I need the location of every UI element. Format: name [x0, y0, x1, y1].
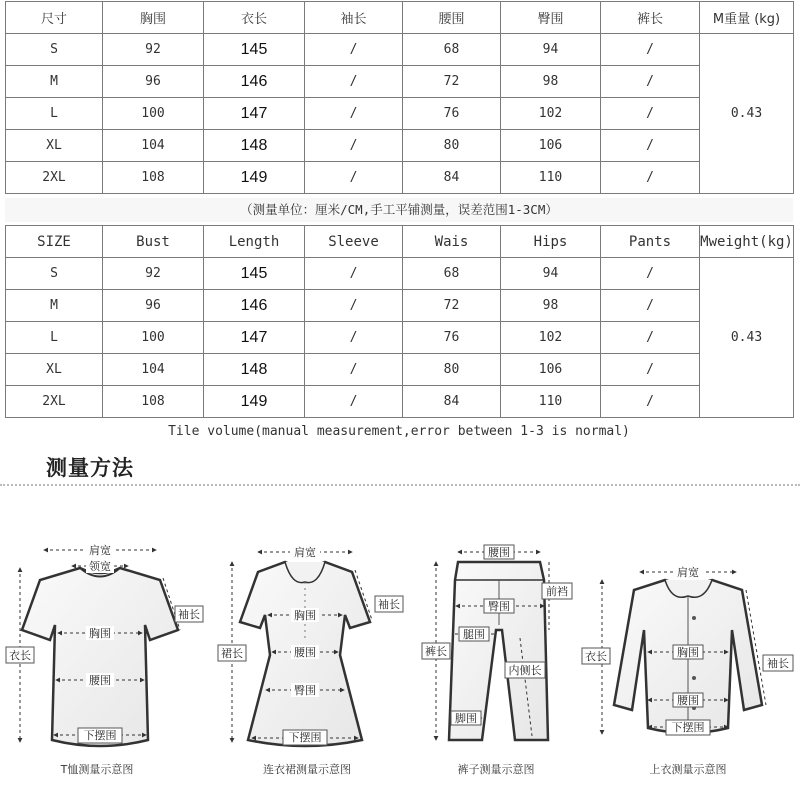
table-cell: / — [601, 322, 700, 354]
table-cell: / — [305, 66, 403, 98]
pants-hips-label: 臀围 — [488, 600, 510, 613]
table-row — [6, 322, 794, 354]
table-cell: 104 — [103, 130, 204, 162]
table-row — [6, 66, 794, 98]
tshirt-length-label: 衣长 — [9, 649, 31, 662]
table-cell: 92 — [103, 258, 204, 290]
dress-hips-label: 臀围 — [294, 684, 316, 697]
measurement-note-english: Tile volume(manual measurement,error between 1-3 is normal) — [168, 424, 630, 439]
table-header-cell: Mweight(kg) — [700, 226, 794, 258]
table-cell: 80 — [403, 354, 501, 386]
jacket-shoulder-label: 肩宽 — [677, 566, 699, 579]
dress-diagram — [218, 545, 403, 776]
table-cell: 149 — [204, 162, 305, 194]
table-cell: 147 — [204, 98, 305, 130]
table-cell: 100 — [103, 98, 204, 130]
table-cell: 96 — [103, 290, 204, 322]
pants-length-label: 裤长 — [425, 645, 447, 658]
dress-hem-label: 下摆围 — [288, 731, 322, 744]
measurement-diagrams — [0, 490, 800, 790]
table-cell: 84 — [403, 386, 501, 418]
table-header-cell: 尺寸 — [6, 2, 103, 34]
table-cell: / — [305, 354, 403, 386]
table-row — [6, 290, 794, 322]
table-cell: / — [601, 258, 700, 290]
table-cell: / — [305, 130, 403, 162]
tshirt-shoulder-label: 肩宽 — [89, 544, 111, 557]
tshirt-collar-label: 领宽 — [89, 560, 111, 573]
table-cell: 106 — [501, 130, 601, 162]
pants-inseam-label: 内侧长 — [508, 664, 542, 677]
table-row — [6, 98, 794, 130]
table-header-row — [6, 226, 794, 258]
table-cell: / — [601, 290, 700, 322]
section-title: 测量方法 — [46, 456, 134, 480]
table-cell: M — [6, 66, 103, 98]
table-row — [6, 386, 794, 418]
table-cell: / — [601, 130, 700, 162]
pants-leg-opening-label: 脚围 — [455, 712, 477, 725]
jacket-waist-label: 腰围 — [677, 694, 699, 707]
table-cell: 146 — [204, 290, 305, 322]
dress-length-label: 裙长 — [221, 647, 243, 660]
table-cell: / — [601, 34, 700, 66]
table-header-cell: Sleeve — [305, 226, 403, 258]
table-cell: 94 — [501, 258, 601, 290]
divider — [0, 484, 800, 486]
weight-cell: 0.43 — [700, 258, 794, 418]
table-cell: / — [601, 386, 700, 418]
table-cell: 106 — [501, 354, 601, 386]
pants-front-rise-label: 前裆 — [546, 585, 568, 598]
table-header-cell: 裤长 — [601, 2, 700, 34]
table-cell: 110 — [501, 162, 601, 194]
table-cell: 72 — [403, 290, 501, 322]
table-cell: S — [6, 258, 103, 290]
table-cell: XL — [6, 130, 103, 162]
table-header-cell: 衣长 — [204, 2, 305, 34]
tshirt-sleeve-label: 袖长 — [178, 608, 200, 621]
table-cell: 80 — [403, 130, 501, 162]
size-table-english — [5, 225, 794, 418]
table-cell: / — [601, 98, 700, 130]
table-cell: 92 — [103, 34, 204, 66]
measurement-note-chinese: （测量单位：厘米/CM,手工平铺测量，误差范围1-3CM） — [240, 202, 558, 217]
table-cell: / — [305, 322, 403, 354]
table-cell: 148 — [204, 130, 305, 162]
table-cell: 72 — [403, 66, 501, 98]
tshirt-bust-label: 胸围 — [89, 627, 111, 640]
table-cell: XL — [6, 354, 103, 386]
dress-waist-label: 腰围 — [294, 646, 316, 659]
table-cell: / — [305, 290, 403, 322]
jacket-bust-label: 胸围 — [677, 646, 699, 659]
table-header-cell: 袖长 — [305, 2, 403, 34]
table-cell: / — [305, 34, 403, 66]
table-cell: / — [305, 258, 403, 290]
table-header-cell: SIZE — [6, 226, 103, 258]
pants-thigh-label: 腿围 — [463, 628, 485, 641]
table-cell: 149 — [204, 386, 305, 418]
table-cell: 76 — [403, 322, 501, 354]
table-cell: / — [601, 162, 700, 194]
table-cell: S — [6, 34, 103, 66]
table-cell: 146 — [204, 66, 305, 98]
table-cell: 100 — [103, 322, 204, 354]
dress-shoulder-label: 肩宽 — [294, 546, 316, 559]
tshirt-diagram — [6, 543, 203, 776]
jacket-hem-label: 下摆围 — [671, 721, 705, 734]
table-row — [6, 130, 794, 162]
jacket-caption: 上衣测量示意图 — [649, 763, 727, 776]
tshirt-outline — [22, 568, 178, 746]
table-cell: / — [305, 386, 403, 418]
table-header-row — [6, 2, 794, 34]
table-header-cell: Wais — [403, 226, 501, 258]
table-header-cell: 胸围 — [103, 2, 204, 34]
table-cell: / — [601, 66, 700, 98]
table-cell: 147 — [204, 322, 305, 354]
table-header-cell: Length — [204, 226, 305, 258]
table-cell: 145 — [204, 258, 305, 290]
table-cell: / — [601, 354, 700, 386]
table-header-cell: 腰围 — [403, 2, 501, 34]
table-cell: 68 — [403, 34, 501, 66]
jacket-length-label: 衣长 — [585, 650, 607, 663]
table-row — [6, 354, 794, 386]
table-cell: 108 — [103, 386, 204, 418]
table-header-cell: Pants — [601, 226, 700, 258]
dress-sleeve-label: 袖长 — [378, 598, 400, 611]
tshirt-hem-label: 下摆围 — [83, 729, 117, 742]
table-cell: / — [305, 98, 403, 130]
weight-cell: 0.43 — [700, 34, 794, 194]
table-cell: 68 — [403, 258, 501, 290]
size-table-chinese — [5, 1, 794, 194]
table-cell: 94 — [501, 34, 601, 66]
table-cell: / — [305, 162, 403, 194]
pants-diagram — [422, 545, 572, 776]
table-cell: M — [6, 290, 103, 322]
table-cell: L — [6, 98, 103, 130]
table-header-cell: Hips — [501, 226, 601, 258]
table-cell: 98 — [501, 290, 601, 322]
table-header-cell: 臀围 — [501, 2, 601, 34]
table-cell: 145 — [204, 34, 305, 66]
table-cell: 108 — [103, 162, 204, 194]
table-cell: 84 — [403, 162, 501, 194]
table-header-cell: Bust — [103, 226, 204, 258]
pants-caption: 裤子测量示意图 — [457, 763, 535, 776]
table-cell: 98 — [501, 66, 601, 98]
table-cell: 104 — [103, 354, 204, 386]
table-cell: 148 — [204, 354, 305, 386]
table-cell: 2XL — [6, 162, 103, 194]
table-cell: 76 — [403, 98, 501, 130]
pants-waist-label: 腰围 — [488, 546, 510, 559]
table-cell: 102 — [501, 322, 601, 354]
table-cell: 96 — [103, 66, 204, 98]
dress-caption: 连衣裙测量示意图 — [263, 763, 351, 776]
tshirt-caption: T恤测量示意图 — [60, 763, 134, 776]
jacket-diagram — [582, 565, 793, 776]
table-cell: 102 — [501, 98, 601, 130]
table-row — [6, 162, 794, 194]
table-header-cell: M重量 (kg) — [700, 2, 794, 34]
table-cell: 110 — [501, 386, 601, 418]
tshirt-waist-label: 腰围 — [89, 674, 111, 687]
table-row — [6, 34, 794, 66]
table-row — [6, 258, 794, 290]
table-cell: L — [6, 322, 103, 354]
jacket-sleeve-label: 袖长 — [767, 657, 789, 670]
table-cell: 2XL — [6, 386, 103, 418]
dress-bust-label: 胸围 — [294, 609, 316, 622]
